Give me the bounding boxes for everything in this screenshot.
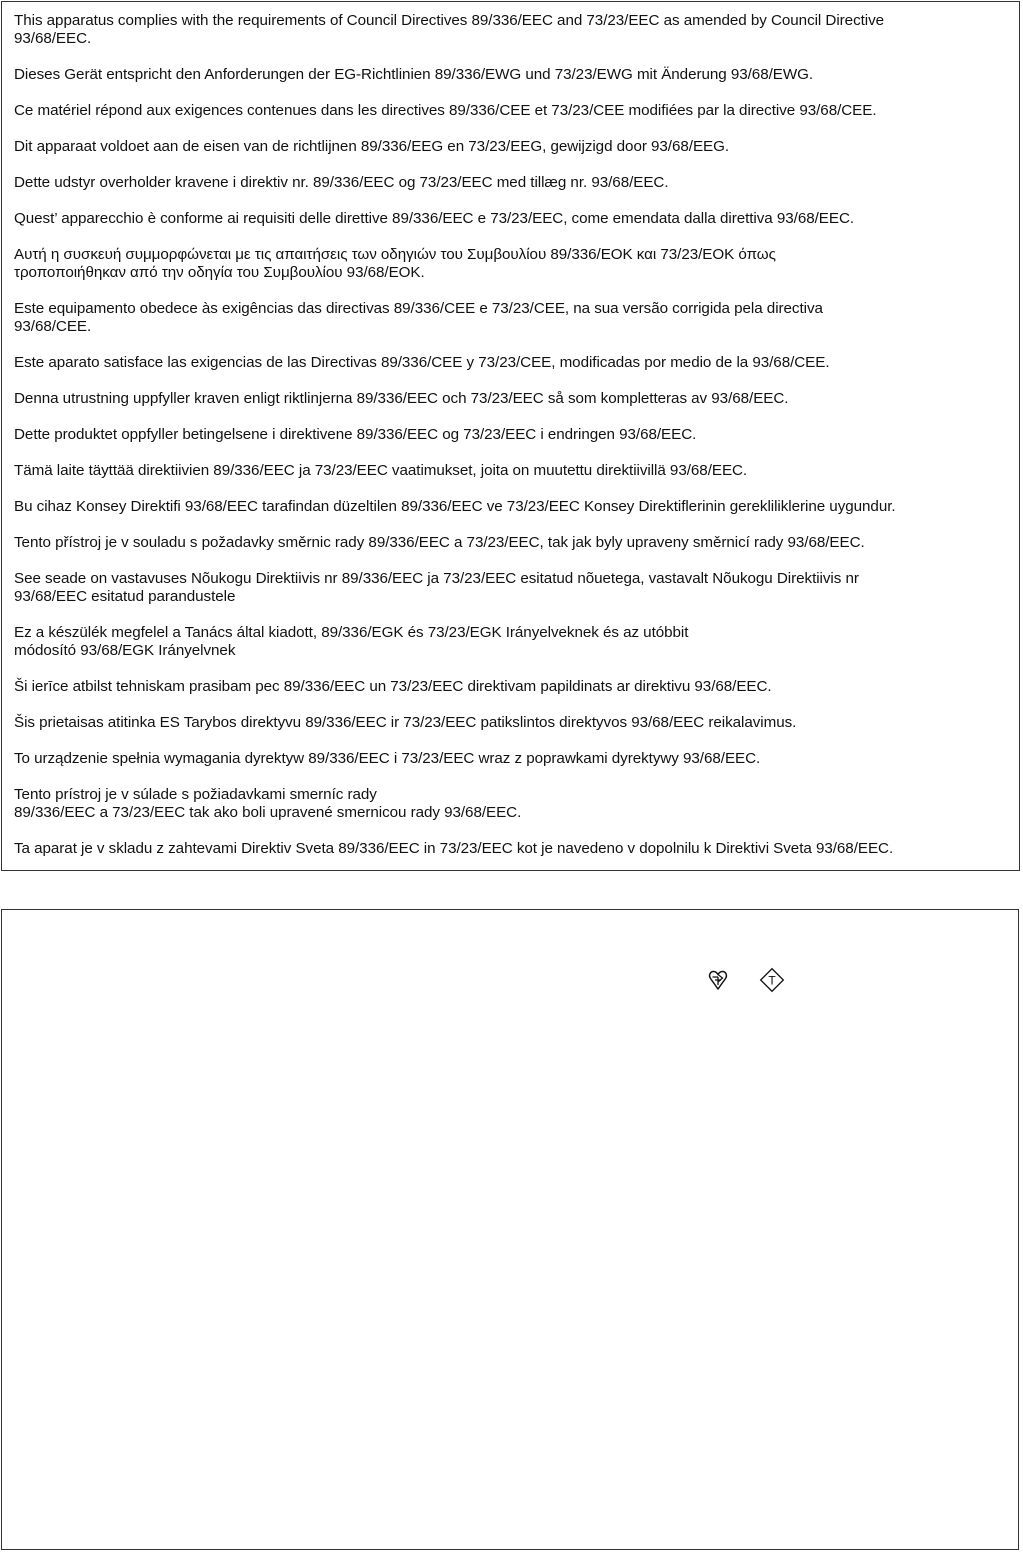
statement-el: Αυτή η συσκευή συμμορφώνεται με τις απαιτήσεις των οδηγιών του Συμβουλίου 89/336/ΕΟΚ και 73/23/ΕΟΚ όπως τροποποιήθηκαν από την οδηγία του Συμβουλίου 93/68/ΕΟΚ. xyxy=(14,246,776,281)
statement-pl: To urządzenie spełnia wymagania dyrektyw 89/336/EEC i 73/23/EEC wraz z poprawkami dyrektywy 93/68/EEC. xyxy=(14,750,761,767)
statement-it: Quest’ apparecchio è conforme ai requisiti delle direttive 89/336/EEC e 73/23/EEC, come emendata dalla direttiva 93/68/EEC. xyxy=(14,210,855,227)
statement-de: Dieses Gerät entspricht den Anforderungen der EG-Richtlinien 89/336/EWG und 73/23/EWG mit Änderung 93/68/EWG. xyxy=(14,66,814,83)
statement-lv: Ši ierīce atbilst tehniskam prasibam pec 89/336/EEC un 73/23/EEC direktivam papildinats ar direktivu 93/68/EEC. xyxy=(14,678,772,695)
statement-sv: Denna utrustning uppfyller kraven enligt riktlinjerna 89/336/EEC och 73/23/EEC så som kompletteras av 93/68/EEC. xyxy=(14,390,789,407)
compliance-box xyxy=(1,1,1020,871)
statement-fi: Tämä laite täyttää direktiivien 89/336/EEC ja 73/23/EEC vaatimukset, joita on muutettu direktiivillä 93/68/EEC. xyxy=(14,462,748,479)
statement-hu: Ez a készülék megfelel a Tanács által kiadott, 89/336/EGK és 73/23/EGK Irányelveknek és az utóbbit módosító 93/68/EGK Irányelvnek xyxy=(14,624,689,659)
statement-es: Este aparato satisface las exigencias de las Directivas 89/336/CEE y 73/23/CEE, modificadas por medio de la 93/68/CEE. xyxy=(14,354,830,371)
statement-tr: Bu cihaz Konsey Direktifi 93/68/EEC tarafindan düzeltilen 89/336/EEC ve 73/23/EEC Konsey Direktiflerinin gerekliliklerine uygundur. xyxy=(14,498,896,515)
statement-nl: Dit apparaat voldoet aan de eisen van de richtlijnen 89/336/EEG en 73/23/EEG, gewijzigd door 93/68/EEG. xyxy=(14,138,730,155)
bsi-safety-mark-icon xyxy=(759,967,785,993)
statement-sk: Tento prístroj je v súlade s požiadavkami smerníc rady 89/336/EEC a 73/23/EEC tak ako boli upravené smernicou rady 93/68/EEC. xyxy=(14,786,522,821)
statement-fr: Ce matériel répond aux exigences contenues dans les directives 89/336/CEE et 73/23/CEE modifiées par la directive 93/68/CEE. xyxy=(14,102,877,119)
statement-et: See seade on vastavuses Nõukogu Direktiivis nr 89/336/EEC ja 73/23/EEC esitatud nõuetega, vastavalt Nõukogu Direktiivis nr 93/68/EEC esitatud parandustele xyxy=(14,570,859,605)
statement-no: Dette produktet oppfyller betingelsene i direktivene 89/336/EEC og 73/23/EEC i endringen 93/68/EEC. xyxy=(14,426,697,443)
statement-da: Dette udstyr overholder kravene i direktiv nr. 89/336/EEC og 73/23/EEC med tillæg nr. 93/68/EEC. xyxy=(14,174,669,191)
statement-pt: Este equipamento obedece às exigências das directivas 89/336/CEE e 73/23/CEE, na sua versão corrigida pela directiva 93/68/CEE. xyxy=(14,300,823,335)
statement-cs: Tento přístroj je v souladu s požadavky směrnic rady 89/336/EEC a 73/23/EEC, tak jak byly upraveny směrnicí rady 93/68/EEC. xyxy=(14,534,865,551)
safety-mark-letter: T xyxy=(768,973,776,988)
certification-marks-box xyxy=(1,909,1019,1550)
bsi-kitemark-icon xyxy=(708,969,728,991)
statement-lt: Šis prietaisas atitinka ES Tarybos direktyvu 89/336/EEC ir 73/23/EEC patikslintos direktyvos 93/68/EEC reikalavimus. xyxy=(14,714,797,731)
statement-sl: Ta aparat je v skladu z zahtevami Direktiv Sveta 89/336/EEC in 73/23/EEC kot je navedeno v dopolnilu k Direktivi Sveta 93/68/EEC. xyxy=(14,840,894,857)
statement-en: This apparatus complies with the requirements of Council Directives 89/336/EEC and 73/23/EEC as amended by Council Directive 93/68/EEC. xyxy=(14,12,885,47)
